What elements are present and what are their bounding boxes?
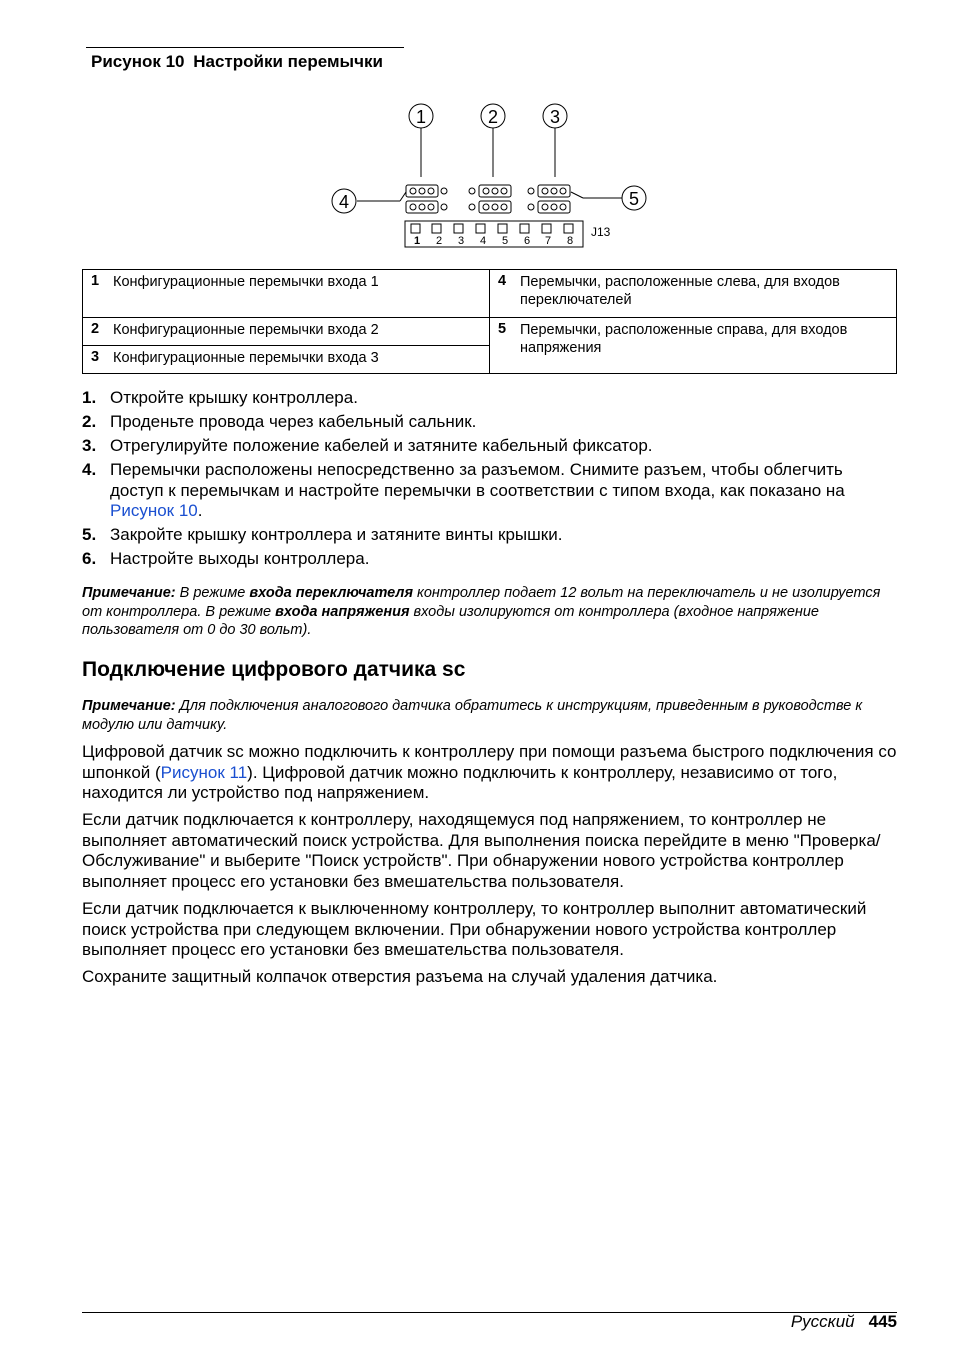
step-item: 5. Закройте крышку контроллера и затяните винты крышки.: [82, 525, 563, 544]
note-analog-sensor: Примечание: Для подключения аналогового датчика обратитесь к инструкциям, приведенным в руководстве к модулю или датчику.: [82, 698, 863, 733]
legend-item-4: 4 Перемычки, расположенные слева, для входов переключателей: [490, 270, 897, 318]
legend-item-2: 2 Конфигурационные перемычки входа 2: [83, 318, 490, 346]
connector-label: J13: [591, 225, 611, 239]
section-heading: Подключение цифрового датчика sc: [82, 658, 466, 681]
legend-item-3: 3 Конфигурационные перемычки входа 3: [83, 346, 490, 374]
pin-4: 4: [479, 235, 487, 247]
paragraph-powered-connect: Если датчик подключается к контроллеру, находящемуся под напряжением, то контроллер не выполняет автоматический поиск устройства. Для выполнения поиска перейдите в меню "Проверка/Обслуживание" и выберите "Поиск устройств". При обнаружении нового устройства контроллер выполняет процесс его установки без вмешательства пользователя.: [82, 810, 881, 891]
jumper-block-2: [469, 185, 511, 213]
callout-5: 5: [628, 189, 640, 209]
pin-7: 7: [544, 235, 552, 247]
legend-item-5: 5 Перемычки, расположенные справа, для входов напряжения: [490, 318, 897, 374]
pin-1: 1: [413, 235, 421, 247]
note-input-modes: Примечание: В режиме входа переключателя контроллер подает 12 вольт на переключатель и не изолируется от контроллера. В режиме входа напряжения входы изолируются от контроллера (входное напряжение пользователя от 0 до 30 вольт).: [82, 585, 881, 638]
paragraph-unpowered-connect: Если датчик подключается к выключенному контроллеру, то контроллер выполнит автоматический поиск устройства при следующем включении. При обнаружении нового устройства контроллер выполняет процесс его установки без вмешательства пользователя.: [82, 899, 867, 959]
pin-2: 2: [435, 235, 443, 247]
callout-4: 4: [338, 192, 350, 212]
step-item: 1. Откройте крышку контроллера.: [82, 388, 358, 407]
pin-6: 6: [523, 235, 531, 247]
pin-5: 5: [501, 235, 509, 247]
footer-rule: [82, 1312, 897, 1313]
pin-3: 3: [457, 235, 465, 247]
figure-11-link[interactable]: Рисунок 11: [160, 762, 248, 782]
callout-3: 3: [549, 107, 561, 127]
connector-j13: [405, 221, 583, 247]
jumper-block-1: [406, 185, 447, 213]
callout-1: 1: [415, 107, 427, 127]
legend-item-1: 1 Конфигурационные перемычки входа 1: [83, 270, 490, 318]
step-item: 3. Отрегулируйте положение кабелей и затяните кабельный фиксатор.: [82, 436, 653, 455]
procedure-steps: [82, 388, 897, 573]
figure-title: Настройки перемычки: [193, 52, 383, 71]
figure-10-link[interactable]: Рисунок 10: [110, 501, 198, 520]
step-item: 4. Перемычки расположены непосредственно за разъемом. Снимите разъем, чтобы облегчить доступ к перемычкам и настройте перемычки в соответствии с типом входа, как показано на Рисунок 10.: [82, 460, 845, 520]
page-footer: [791, 1312, 897, 1332]
page-number: 445: [868, 1312, 897, 1331]
step-item: 2. Проденьте провода через кабельный сальник.: [82, 412, 477, 431]
figure-label: Рисунок 10: [91, 52, 185, 71]
jumper-diagram: [0, 0, 954, 260]
jumper-block-3: [528, 185, 570, 213]
paragraph-quick-connect: Цифровой датчик sc можно подключить к контроллеру при помощи разъема быстрого подключения со шпонкой (Рисунок 11). Цифровой датчик можно подключить к контроллеру, независимо от того, находится ли устройство под напряжением.: [82, 742, 897, 802]
step-item: 6. Настройте выходы контроллера.: [82, 549, 370, 568]
figure-legend-table: [82, 269, 897, 374]
callout-2: 2: [487, 107, 499, 127]
pin-8: 8: [566, 235, 574, 247]
footer-language: Русский: [790, 1312, 855, 1331]
paragraph-protective-cap: Сохраните защитный колпачок отверстия разъема на случай удаления датчика.: [82, 967, 718, 986]
